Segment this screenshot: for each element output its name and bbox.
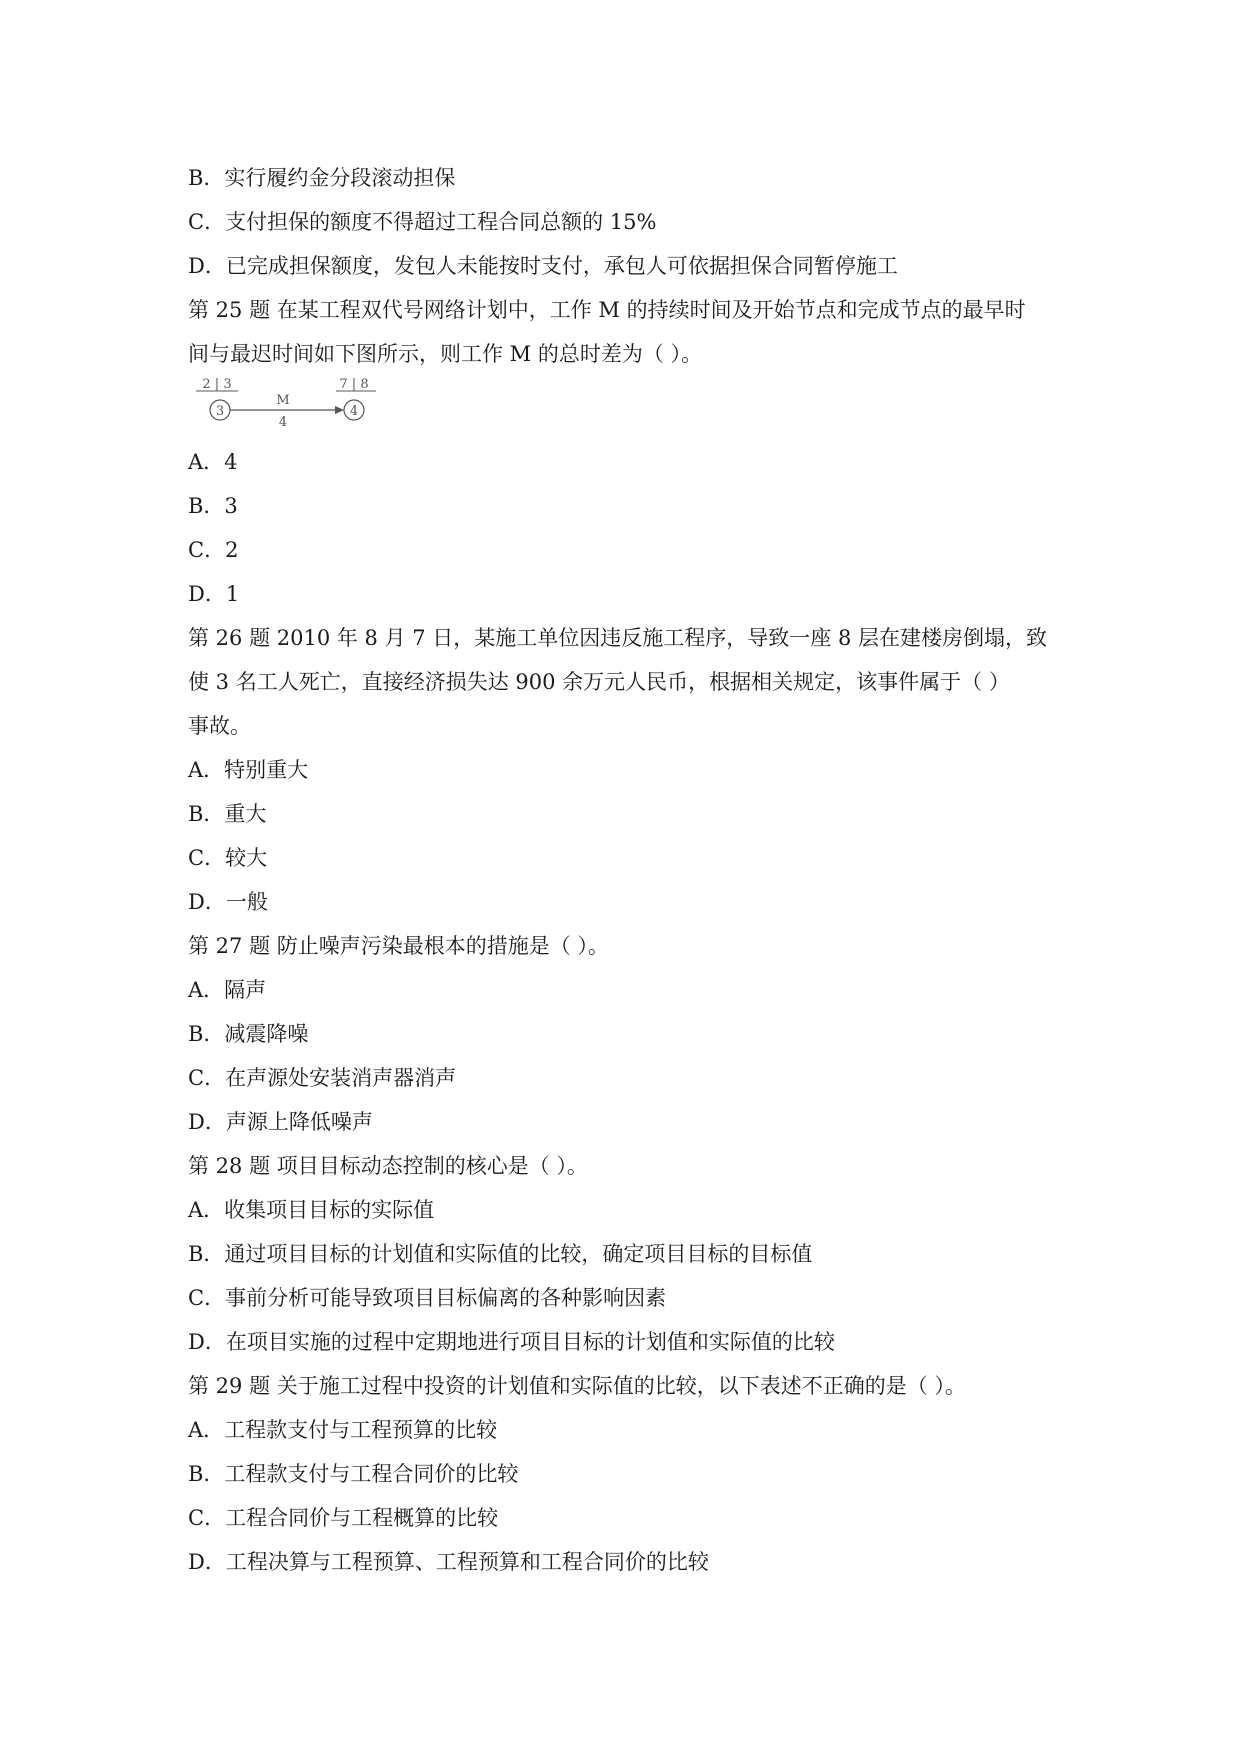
q26-option-a: A．特别重大 [188,758,309,782]
end-node-times: 7 | 8 [339,378,369,392]
q26-stem-line-2: 使 3 名工人死亡，直接经济损失达 900 余万元人民币，根据相关规定，该事件属于（ ） [188,670,1010,694]
q27-option-c: C．在声源处安装消声器消声 [188,1066,457,1090]
start-node-times: 2 | 3 [202,378,232,392]
end-node-label: 4 [349,404,359,419]
q25-stem-line-1: 第 25 题 在某工程双代号网络计划中，工作 M 的持续时间及开始节点和完成节点的最早时 [188,298,1026,322]
arrow-head-icon [335,406,344,414]
q27-option-d: D．声源上降低噪声 [188,1110,373,1134]
q24-option-d: D．已完成担保额度，发包人未能按时支付，承包人可依据担保合同暂停施工 [188,254,898,278]
q26-option-b: B．重大 [188,802,267,826]
q27-option-b: B．减震降噪 [188,1022,309,1046]
q29-option-a: A．工程款支付与工程预算的比较 [188,1418,498,1442]
q27-option-a: A．隔声 [188,978,267,1002]
q24-option-c: C．支付担保的额度不得超过工程合同总额的 15% [188,210,657,234]
network-diagram [196,378,376,434]
q25-option-b: B．3 [188,494,238,518]
q28-option-b: B．通过项目目标的计划值和实际值的比较，确定项目目标的目标值 [188,1242,813,1266]
q28-option-a: A．收集项目目标的实际值 [188,1198,435,1222]
q24-option-b: B．实行履约金分段滚动担保 [188,166,456,190]
q25-option-a: A．4 [188,450,238,474]
start-node-label: 3 [215,404,225,419]
q29-option-c: C．工程合同价与工程概算的比较 [188,1506,499,1530]
q26-option-d: D．一般 [188,890,268,914]
q25-option-d: D．1 [188,582,240,606]
q25-stem-line-2: 间与最迟时间如下图所示，则工作 M 的总时差为（ ）。 [188,342,703,366]
q26-stem-line-3: 事故。 [188,714,251,738]
activity-name: M [276,393,290,408]
q27-stem: 第 27 题 防止噪声污染最根本的措施是（ ）。 [188,934,609,958]
q29-option-d: D．工程决算与工程预算、工程预算和工程合同价的比较 [188,1550,709,1574]
q28-option-c: C．事前分析可能导致项目目标偏离的各种影响因素 [188,1286,667,1310]
q29-stem: 第 29 题 关于施工过程中投资的计划值和实际值的比较，以下表述不正确的是（ ）。 [188,1374,966,1398]
q28-option-d: D．在项目实施的过程中定期地进行项目目标的计划值和实际值的比较 [188,1330,835,1354]
q26-stem-line-1: 第 26 题 2010 年 8 月 7 日，某施工单位因违反施工程序，导致一座 8 层在建楼房倒塌，致 [188,626,1047,650]
q25-option-c: C．2 [188,538,239,562]
q28-stem: 第 28 题 项目目标动态控制的核心是（ ）。 [188,1154,588,1178]
q26-option-c: C．较大 [188,846,268,870]
activity-duration: 4 [278,415,288,430]
q29-option-b: B．工程款支付与工程合同价的比较 [188,1462,519,1486]
